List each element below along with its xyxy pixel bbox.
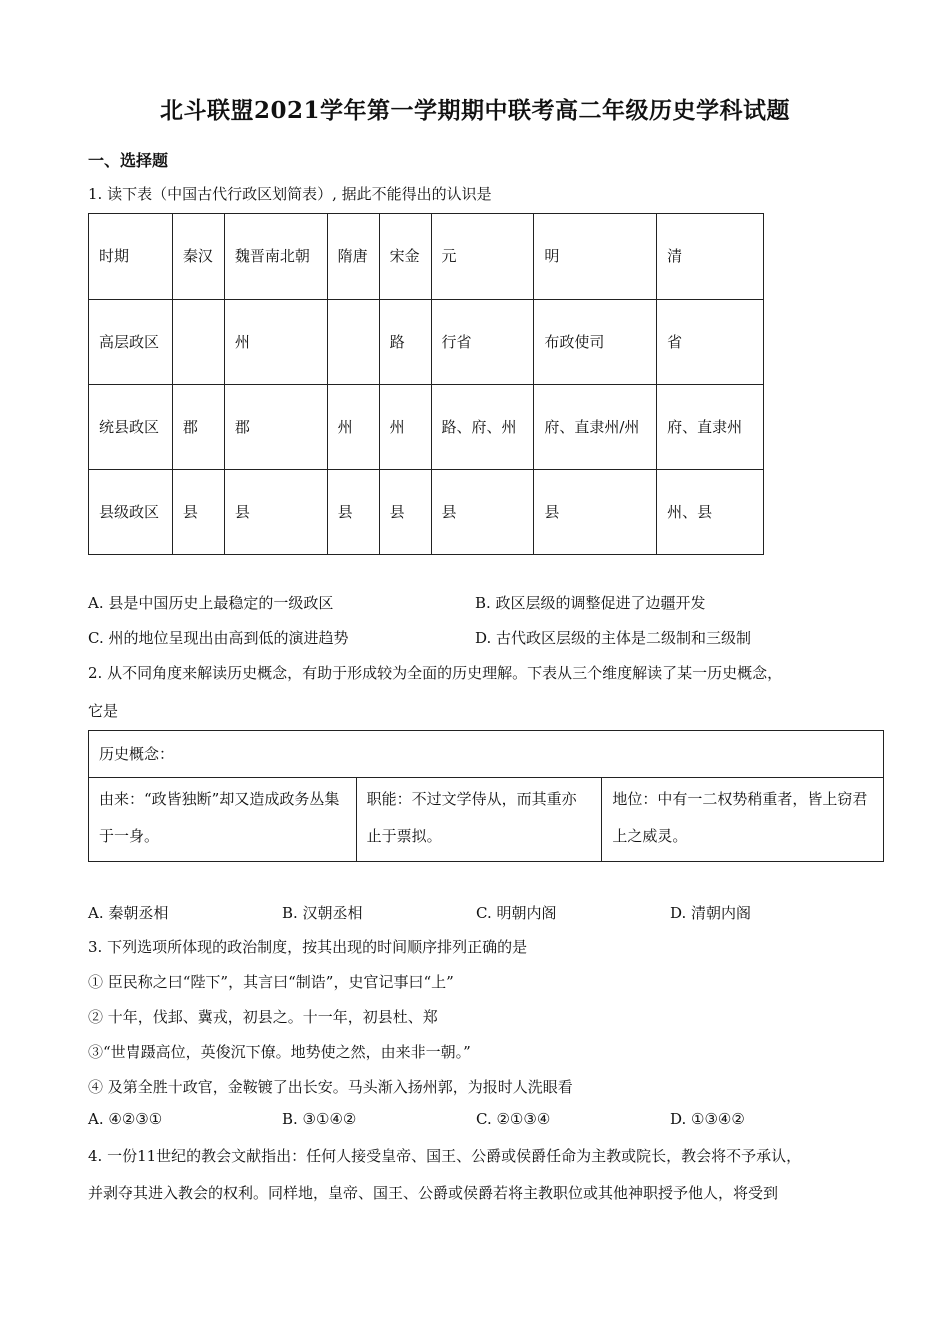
q3-option-b: B. ③①④② [282,1110,357,1128]
q2-option-d: D. 清朝内阁 [670,904,752,922]
table-cell: 县 [224,470,327,555]
table-cell: 府、直隶州 [657,385,764,470]
table-cell: 县 [172,470,224,555]
table-cell [327,300,379,385]
q3-option-d: D. ①③④② [670,1110,745,1128]
q1-option-b: B. 政区层级的调整促进了边疆开发 [475,594,706,612]
table-cell: 县级政区 [89,470,173,555]
table-cell: 布政使司 [534,300,657,385]
page-title: 北斗联盟2021学年第一学期期中联考高二年级历史学科试题 [159,97,790,124]
question-3-stem: 3. 下列选项所体现的政治制度，按其出现的时间顺序排列正确的是 [88,938,528,956]
q2-option-c: C. 明朝内阁 [476,904,557,922]
question-4-stem-cont: 并剥夺其进入教会的权利。同样地，皇帝、国王、公爵或侯爵若将主教职位或其他神职授予他人，将受到 [88,1184,779,1202]
table-header-cell: 隋唐 [327,214,379,300]
table-cell: 省 [657,300,764,385]
q3-item: ② 十年，伐邽、冀戎，初县之。十一年，初县杜、郑 [88,1008,438,1026]
table-header-cell: 明 [534,214,657,300]
q3-item: ④ 及第全胜十政官，金鞍镀了出长安。马头渐入扬州郭，为报时人洗眼看 [88,1078,573,1096]
function-cell: 职能：不过文学侍从，而其重亦止于票拟。 [356,778,602,862]
table-cell: 州 [224,300,327,385]
q3-item: ③“世胄蹑高位，英俊沉下僚。地势使之然，由来非一朝。” [88,1043,471,1061]
table-header-row [89,214,764,300]
q3-option-c: C. ②①③④ [476,1110,551,1128]
question-4-stem: 4. 一份11世纪的教会文献指出：任何人接受皇帝、国王、公爵或侯爵任命为主教或院长，教会将不予承认， [88,1147,802,1165]
question-2-stem-cont: 它是 [88,702,119,720]
q1-option-a: A. 县是中国历史上最稳定的一级政区 [88,594,334,612]
table-cell [172,300,224,385]
q3-item: ① 臣民称之曰“陛下”，其言曰“制诰”，史官记事曰“上” [88,973,454,991]
status-cell: 地位：中有一二权势稍重者，皆上窃君上之威灵。 [602,778,884,862]
concept-table [88,730,884,862]
table-row [89,385,764,470]
table-header-cell: 元 [431,214,534,300]
table-cell: 县 [534,470,657,555]
q2-option-a: A. 秦朝丞相 [88,904,169,922]
table-header-cell: 魏晋南北朝 [224,214,327,300]
table-cell: 郡 [172,385,224,470]
table-cell: 行省 [431,300,534,385]
table-cell: 路、府、州 [431,385,534,470]
question-1-stem: 1. 读下表（中国古代行政区划简表）, 据此不能得出的认识是 [88,185,492,203]
table-header-cell: 清 [657,214,764,300]
table-cell: 州、县 [657,470,764,555]
table-cell: 州 [379,385,431,470]
table-cell: 统县政区 [89,385,173,470]
table-header-cell: 时期 [89,214,173,300]
concept-cell: 历史概念： [89,731,884,778]
table-cell: 郡 [224,385,327,470]
question-2-stem: 2. 从不同角度来解读历史概念，有助于形成较为全面的历史理解。下表从三个维度解读了某一历史概念， [88,664,783,682]
table-header-cell: 宋金 [379,214,431,300]
q1-option-d: D. 古代政区层级的主体是二级制和三级制 [475,629,752,647]
table-row [89,470,764,555]
q2-option-b: B. 汉朝丞相 [282,904,363,922]
table-cell: 路 [379,300,431,385]
table-cell: 府、直隶州/州 [534,385,657,470]
table-cell: 县 [379,470,431,555]
table-cell: 县 [431,470,534,555]
table-cell: 州 [327,385,379,470]
section-heading: 一、选择题 [88,151,169,170]
table-header-cell: 秦汉 [172,214,224,300]
origin-cell: 由来：“政皆独断”却又造成政务丛集于一身。 [89,778,357,862]
admin-division-table [88,213,764,555]
q1-option-c: C. 州的地位呈现出由高到低的演进趋势 [88,629,349,647]
table-row [89,300,764,385]
table-cell: 高层政区 [89,300,173,385]
q3-option-a: A. ④②③① [88,1110,163,1128]
table-cell: 县 [327,470,379,555]
